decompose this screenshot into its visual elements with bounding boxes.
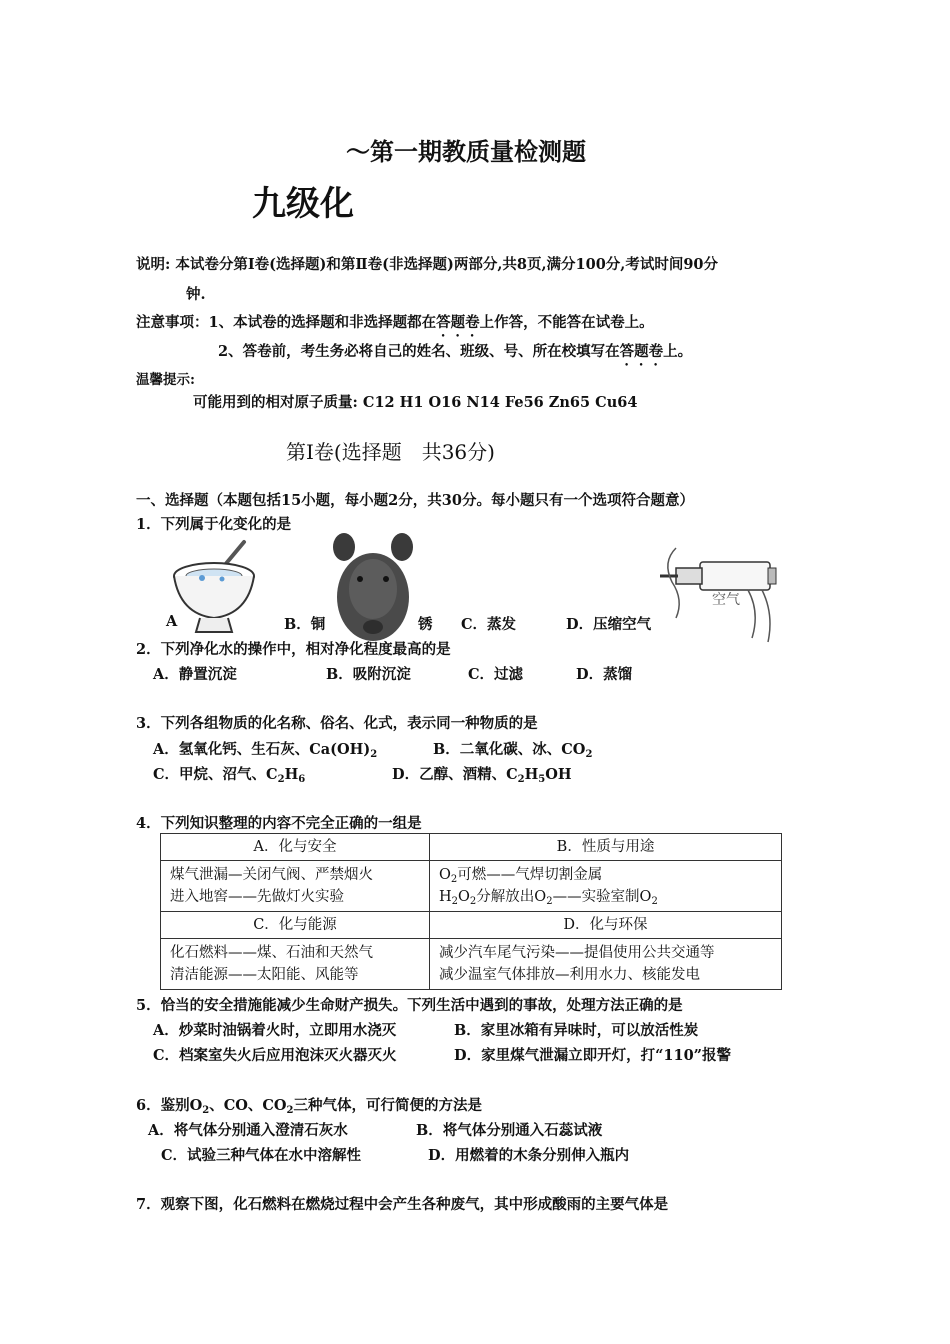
attention-item-2: 2、答卷前，考生务必将自己的姓名、班级、号、所在校填写在答题卷上。 [218, 343, 693, 360]
q5-option-a: A．炒菜时油锅着火时，立即用水浇灭 [153, 1022, 397, 1039]
table-cell-a: 煤气泄漏—关闭气阀、严禁烟火 进入地窖——先做灯火实验 [161, 861, 430, 912]
atomic-mass-line: 可能用到的相对原子质量: C12 H1 O16 N14 Fe56 Zn65 Cu64 [193, 394, 638, 411]
table-header-d: D．化与环保 [430, 912, 782, 939]
q2-option-b: B．吸附沉淀 [326, 666, 411, 683]
tip-label: 温馨提示: [136, 372, 195, 388]
question-7-stem: 7．观察下图，化石燃料在燃烧过程中会产生各种废气，其中形成酸雨的主要气体是 [136, 1196, 669, 1213]
table-cell-b: $O_2$可燃——气焊切割金属 $H_2O_2$分解放出$O_2——$实验室制$O_2$ [430, 861, 782, 912]
q6-option-d: D．用燃着的木条分别伸入瓶内 [428, 1147, 630, 1164]
table-header-b: B．性质与用途 [430, 834, 782, 861]
bronze-rat-head-image [330, 531, 416, 643]
question-4-stem: 4．下列知识整理的内容不完全正确的一组是 [136, 815, 422, 832]
exam-note: 说明: 本试卷分第Ⅰ卷(选择题)和第Ⅱ卷(非选择题)两部分,共8页,满分100分,考试时间90分 [136, 256, 719, 273]
emphasis-mark: 答题卷 [436, 314, 480, 331]
page-title: ～第一期教质量检测题 [346, 137, 586, 166]
q3-option-c: C．甲烷、沼气、$C_2H_6$ [153, 766, 306, 785]
q5-option-d: D．家里煤气泄漏立即开灯，打“110”报警 [454, 1047, 732, 1064]
q5-option-b: B．家里冰箱有异味时，可以放活性炭 [454, 1022, 699, 1039]
knowledge-table [160, 833, 782, 990]
table-cell-c: 化石燃料——煤、石油和天然气 清洁能源——太阳能、风能等 [161, 939, 430, 990]
syringe-label: 空气 [712, 591, 740, 607]
mortar-pestle-image [166, 538, 266, 638]
q2-option-c: C．过滤 [468, 666, 524, 683]
question-1-stem: 1．下列属于化变化的是 [136, 516, 292, 533]
q2-option-a: A．静置沉淀 [153, 666, 237, 683]
q1-option-b-tail: 锈 [418, 616, 433, 633]
question-2-stem: 2．下列净化水的操作中，相对净化程度最高的是 [136, 641, 451, 658]
exam-note-cont: 钟. [186, 286, 206, 303]
attention-item-1: 注意事项：1、本试卷的选择题和非选择题都在答题卷上作答，不能答在试卷上。 [136, 314, 654, 331]
table-header-a: A．化与安全 [161, 834, 430, 861]
q1-option-a: A [166, 613, 178, 630]
table-header-c: C．化与能源 [161, 912, 430, 939]
table-cell-d: 减少汽车尾气污染——提倡使用公共交通等 减少温室气体排放—利用水力、核能发电 [430, 939, 782, 990]
q1-option-b: B．铜 [284, 616, 326, 633]
q5-option-c: C．档案室失火后应用泡沫灭火器灭火 [153, 1047, 397, 1064]
page-subtitle: 九级化 [252, 184, 354, 224]
syringe-image [656, 538, 778, 646]
emphasis-mark: 答题卷 [619, 343, 664, 360]
question-3-stem: 3．下列各组物质的化名称、俗名、化式，表示同一种物质的是 [136, 715, 538, 732]
question-5-stem: 5．恰当的安全措施能减少生命财产损失。下列生活中遇到的事故，处理方法正确的是 [136, 997, 683, 1014]
q6-option-c: C．试验三种气体在水中溶解性 [161, 1147, 362, 1164]
q3-option-b: B．二氧化碳、冰、$CO_2$ [433, 741, 593, 760]
section-heading: 第Ⅰ卷(选择题 共36分) [286, 440, 495, 464]
q3-option-d: D．乙醇、酒精、$C_2H_5OH$ [392, 766, 572, 785]
question-6-stem: 6．鉴别$O_2$、CO、$CO_2$三种气体，可行简便的方法是 [136, 1097, 483, 1116]
q6-option-a: A．将气体分别通入澄清石灰水 [148, 1122, 348, 1139]
q3-option-a: A．氢氧化钙、生石灰、$Ca(OH)_2$ [153, 741, 378, 760]
q1-option-d: D．压缩空气 [566, 616, 652, 633]
q2-option-d: D．蒸馏 [576, 666, 633, 683]
q6-option-b: B．将气体分别通入石蕊试液 [416, 1122, 603, 1139]
q1-option-c: C．蒸发 [461, 616, 517, 633]
section-instructions: 一、选择题（本题包括15小题，每小题2分，共30分。每小题只有一个选项符合题意） [136, 492, 694, 509]
